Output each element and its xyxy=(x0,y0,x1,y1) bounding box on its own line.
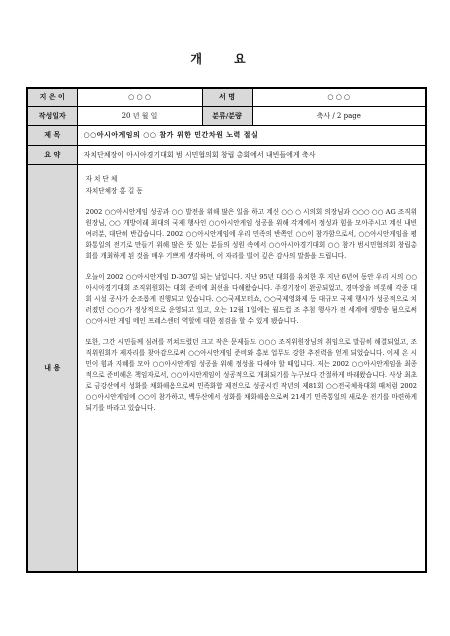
date-row xyxy=(27,106,426,125)
subject-value: ○○아시아게임의 ○○ 참가 위한 민간차원 노력 절실 xyxy=(77,125,426,145)
content-body xyxy=(77,164,426,572)
addressee-label: 서 명 xyxy=(202,88,252,106)
sender-organization: 자 치 단 체 xyxy=(85,174,118,183)
author-row xyxy=(27,88,426,106)
author-label: 지 은 이 xyxy=(27,88,77,106)
content-paragraph-3: 또한, 그간 시민들께 심려를 끼쳐드렸던 크고 작은 문제들도 ○○○ 조직위원장님의 취임으로 말끔히 해결되었고, 조직위원회가 제자리를 찾아감으로써 ○○아시안게임 준비와 홍보 업무도 강한 추진력을 얻게 되었습니다. 이제 온 시민이 힘과 지혜를 모아 ○○아시안게임 성공을 위해 정성을 다해야 할 때입니다. 저는 2002 ○○아시안게임을 최종적으로 준비해온 책임자로서, ○○아시안게임이 성공적으로 개최되기를 누구보다 간절하게 바래왔습니다. 사상 최초로 금강산에서 성화를 채화해옴으로써 민족화합 제전으로 성공시킨 작년의 제81회 ○○전국체육대회 때처럼 2002 ○○아시안게임에 ○○이 참가하고, 백두산에서 성화를 채화해옴으로써 21세기 민족통일의 새로운 전기를 마련하게 되기를 바라고 있습니다. xyxy=(85,337,417,412)
date-value: 20 년 월 일 xyxy=(77,106,202,125)
content-label: 내 용 xyxy=(27,164,77,572)
content-paragraph-1: 2002 ○○아시안게임 성공과 ○○ 발전을 위해 많은 일을 하고 계신 ○○ ○ 시의회 의장님과 ○○○ ○○ AG 조직위원장님, ○○ 개방이래 최대의 국제 행사인 ○○아시안게임 성공을 위해 각계에서 정성과 힘을 모아주시고 계신 내빈 여러분, 대단히 반갑습니다. 2002 ○○아시안게임에 우리 민족의 반쪽인 ○○이 참가함으로서, ○○아시안게임을 평화통일의 전기로 만들기 위해 많은 뜻 있는 분들의 성원 속에서 ○○아시아경기대회 ○○ 참가 범시민협의회 창립총회를 개최하게 된 것을 매우 기쁘게 생각하며, 이 자리를 빌어 깊은 감사의 말씀을 드립니다. xyxy=(85,207,417,260)
page-title: 개 요 xyxy=(190,52,260,66)
document-form-table xyxy=(26,87,427,573)
category-label: 분류/분량 xyxy=(202,106,252,125)
summary-label: 요 약 xyxy=(27,145,77,164)
sender-name: 자치단체장 홍 길 동 xyxy=(85,186,143,195)
category-value: 축사 / 2 page xyxy=(252,106,426,125)
content-paragraph-2: 오늘이 2002 ○○아시안게임 D-307일 되는 날입니다. 지난 95년 대회를 유치한 후 지난 6년여 동안 우리 시의 ○○아시아경기대회 조직위원회는 대회 준비에 최선을 다해왔습니다. 주경기장이 완공되었고, 경마장을 비롯해 각종 대회 시설 공사가 순조롭게 진행되고 있습니다. ○○국제모터쇼, ○○국제영화제 등 대규모 국제 행사가 성공적으로 치러졌던 ○○○가 정상적으로 운영되고 있고, 오는 12월 1일에는 월드컵 조 추첨 행사가 전 세계에 생방송 됨으로써 ○○아시안 게임 메인 프레스센터 역할에 대한 점검을 할 수 있게 됐습니다. xyxy=(85,272,417,325)
addressee-value: ○ ○ ○ xyxy=(252,88,426,106)
author-value: ○ ○ ○ xyxy=(77,88,202,106)
summary-value: 자치단체장이 아시아경기대회 범 시민협의회 창립 총회에서 내빈들에게 축사 xyxy=(77,145,426,164)
subject-row xyxy=(27,125,426,145)
subject-label: 제 목 xyxy=(27,125,77,145)
content-row xyxy=(27,164,426,572)
date-label: 작성일자 xyxy=(27,106,77,125)
summary-row xyxy=(27,145,426,164)
